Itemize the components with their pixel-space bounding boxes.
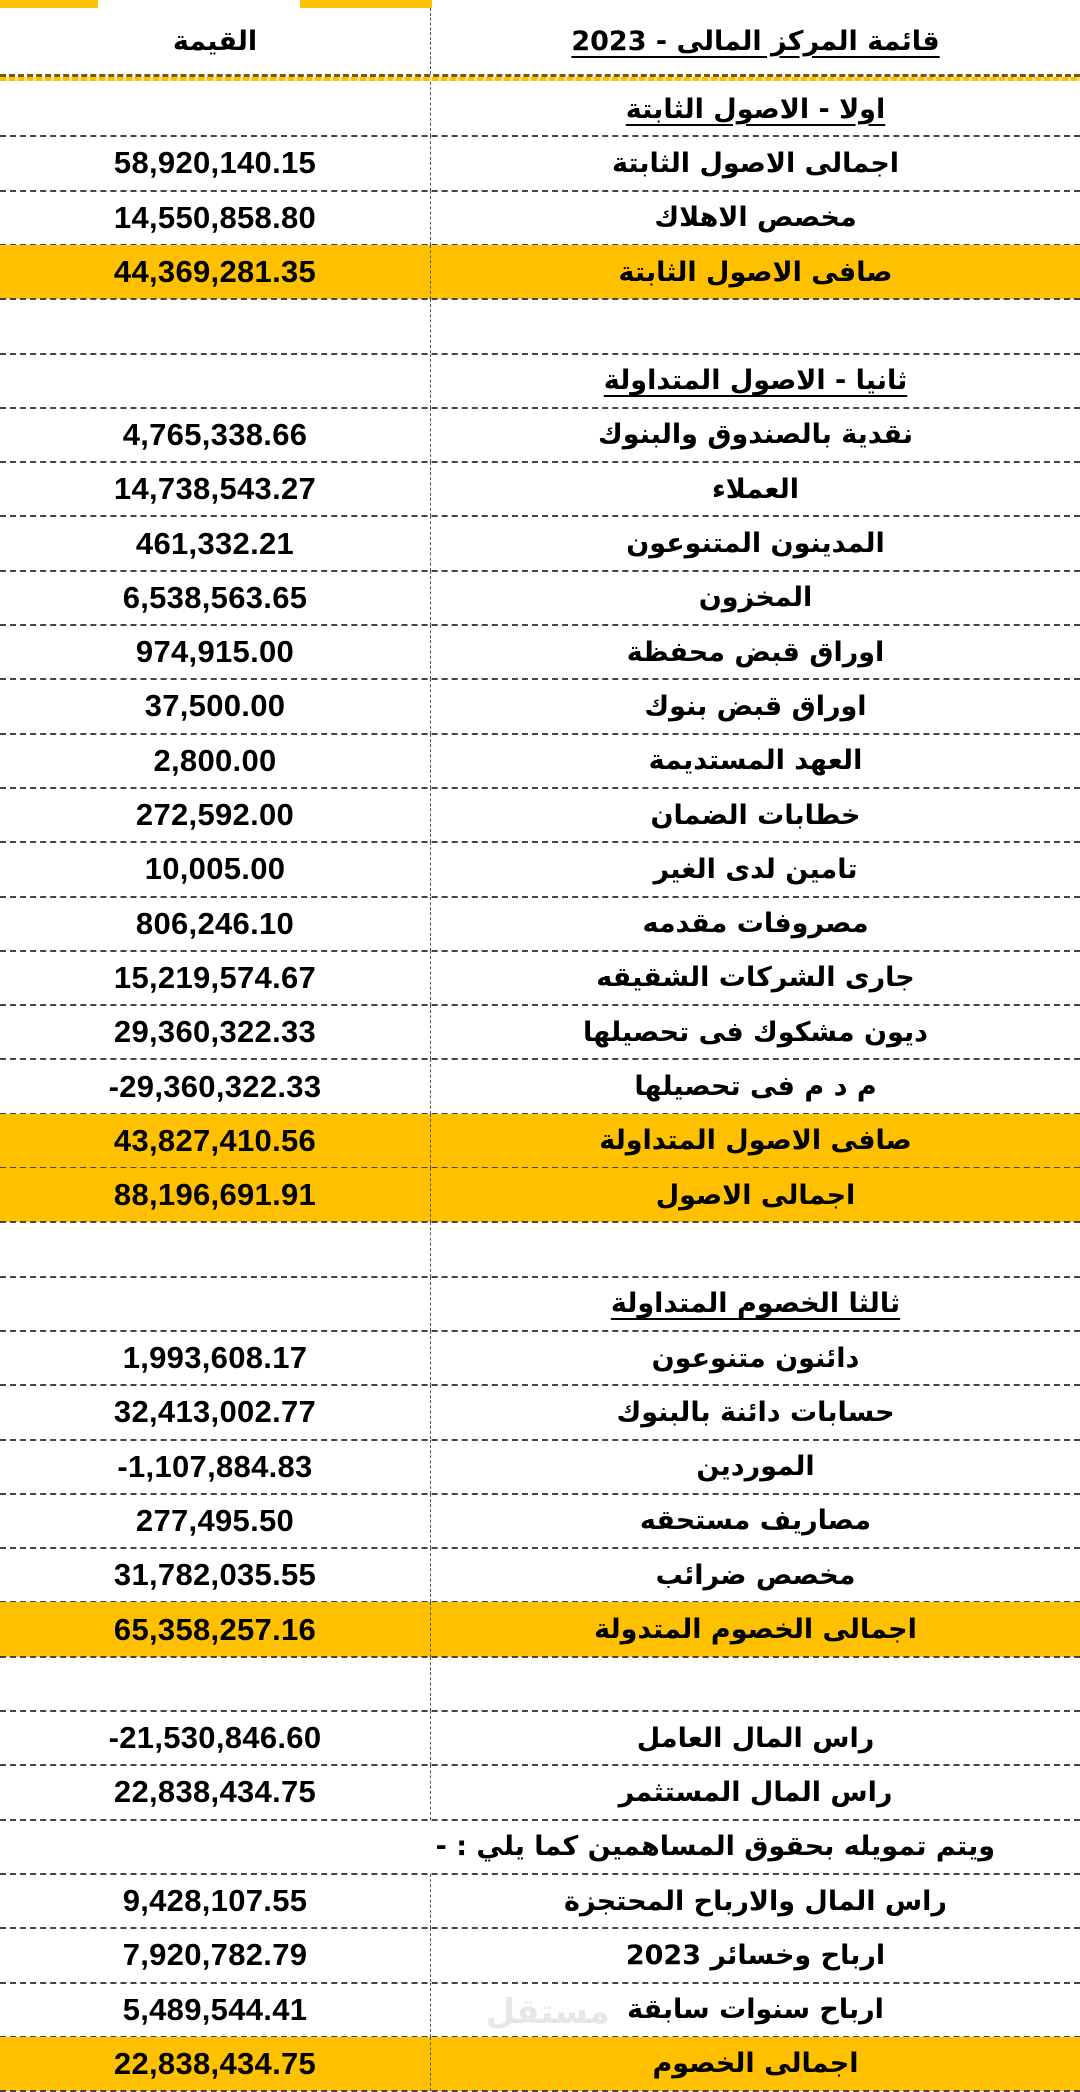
table-row	[0, 1548, 1080, 1602]
value-cell: 58,920,140.15	[113, 145, 317, 181]
table-row	[0, 408, 1080, 462]
label-cell: مصروفات مقدمه	[430, 897, 1080, 951]
table-row	[0, 571, 1080, 625]
value-cell: 88,196,691.91	[113, 1177, 317, 1213]
table-row	[0, 462, 1080, 516]
label-cell: المدينون المتنوعون	[430, 516, 1080, 570]
label-cell	[430, 1277, 1080, 1331]
value-cell: 14,550,858.80	[113, 199, 317, 235]
label-cell: اجمالى الاصول الثابتة	[430, 136, 1080, 190]
label-cell: العملاء	[430, 462, 1080, 516]
value-cell: 461,332.21	[135, 525, 295, 561]
value-cell	[0, 1222, 430, 1276]
value-cell: 32,413,002.77	[113, 1394, 317, 1430]
statement-title-text: قائمة المركز المالى - 2023	[571, 25, 940, 57]
label-cell	[430, 82, 1080, 136]
table-row	[0, 897, 1080, 951]
section-heading-row	[0, 1277, 1080, 1331]
value-column-header: القيمة	[172, 25, 258, 57]
value-cell: 15,219,574.67	[113, 959, 317, 995]
section-heading-text: ثالثا الخصوم المتداولة	[610, 1288, 901, 1320]
top-accent-mid	[300, 0, 432, 8]
label-cell	[430, 1657, 1080, 1711]
total-row	[0, 1168, 1080, 1222]
label-cell: ويتم تمويله بحقوق المساهمين كما يلي : -	[435, 1831, 995, 1863]
value-cell: 1,993,608.17	[122, 1340, 308, 1376]
label-cell: صافى الاصول المتداولة	[430, 1114, 1080, 1168]
table-row	[0, 1765, 1080, 1819]
blank-row	[0, 1222, 1080, 1276]
table-row	[0, 1711, 1080, 1765]
table-row	[0, 1494, 1080, 1548]
value-cell: -1,107,884.83	[117, 1448, 313, 1484]
value-cell: 6,538,563.65	[122, 579, 308, 615]
value-cell: 272,592.00	[135, 797, 295, 833]
table-row	[0, 1874, 1080, 1928]
label-cell	[430, 1222, 1080, 1276]
label-cell	[430, 299, 1080, 353]
value-cell: -29,360,322.33	[108, 1068, 322, 1104]
label-cell: مخصص الاهلاك	[430, 191, 1080, 245]
value-cell: 7,920,782.79	[122, 1937, 308, 1973]
label-cell: جارى الشركات الشقيقه	[430, 951, 1080, 1005]
total-row	[0, 1114, 1080, 1168]
label-cell: راس المال والارباح المحتجزة	[430, 1874, 1080, 1928]
blank-row	[0, 1657, 1080, 1711]
label-cell: نقدية بالصندوق والبنوك	[430, 408, 1080, 462]
label-cell: صافى الاصول الثابتة	[430, 245, 1080, 299]
table-row	[0, 136, 1080, 190]
value-cell: 9,428,107.55	[122, 1883, 308, 1919]
label-cell: تامين لدى الغير	[430, 842, 1080, 896]
value-cell: 806,246.10	[135, 905, 295, 941]
table-row	[0, 951, 1080, 1005]
label-cell: اجمالى الاصول	[430, 1168, 1080, 1222]
label-cell: م د م فى تحصيلها	[430, 1059, 1080, 1113]
label-cell: ديون مشكوك فى تحصيلها	[430, 1005, 1080, 1059]
value-cell	[0, 82, 430, 136]
table-row	[0, 1005, 1080, 1059]
value-cell	[0, 299, 430, 353]
value-cell: 974,915.00	[135, 634, 295, 670]
table-row	[0, 788, 1080, 842]
value-cell	[0, 1820, 430, 1874]
label-cell: حسابات دائنة بالبنوك	[430, 1385, 1080, 1439]
table-row	[0, 625, 1080, 679]
table-row	[0, 1385, 1080, 1439]
label-cell: اجمالى الخصوم	[430, 2037, 1080, 2091]
label-cell: الموردين	[430, 1440, 1080, 1494]
watermark-logo: مستقل	[485, 1992, 610, 2032]
header-accent-line	[0, 77, 1080, 81]
label-cell: مصاريف مستحقه	[430, 1494, 1080, 1548]
label-cell: راس المال العامل	[430, 1711, 1080, 1765]
value-cell: -21,530,846.60	[108, 1720, 322, 1756]
label-cell: مخصص ضرائب	[430, 1548, 1080, 1602]
table-row	[0, 1820, 1080, 1874]
total-row	[0, 245, 1080, 299]
value-cell: 22,838,434.75	[113, 1774, 317, 1810]
value-cell: 5,489,544.41	[122, 1991, 308, 2027]
label-cell: خطابات الضمان	[430, 788, 1080, 842]
value-cell: 44,369,281.35	[113, 254, 317, 290]
value-cell: 4,765,338.66	[122, 416, 308, 452]
value-cell	[0, 1277, 430, 1331]
value-cell: 29,360,322.33	[113, 1014, 317, 1050]
table-row	[0, 842, 1080, 896]
table-row	[0, 1928, 1080, 1982]
label-cell: ارباح سنوات سابقة	[430, 1983, 1080, 2037]
value-cell: 22,838,434.75	[113, 2045, 317, 2081]
label-cell: ارباح وخسائر 2023	[430, 1928, 1080, 1982]
total-row	[0, 2037, 1080, 2091]
statement-title	[430, 8, 1080, 74]
section-heading-text: ثانيا - الاصول المتداولة	[603, 365, 908, 397]
label-cell: راس المال المستثمر	[430, 1765, 1080, 1819]
label-cell: اوراق قبض بنوك	[430, 679, 1080, 733]
table-row	[0, 1059, 1080, 1113]
table-row	[0, 516, 1080, 570]
value-cell: 277,495.50	[135, 1502, 295, 1538]
table-row	[0, 1440, 1080, 1494]
value-cell: 37,500.00	[144, 688, 286, 724]
section-heading-row	[0, 354, 1080, 408]
table-row	[0, 191, 1080, 245]
value-cell: 14,738,543.27	[113, 471, 317, 507]
top-accent-left	[0, 0, 98, 8]
value-cell: 10,005.00	[144, 851, 286, 887]
value-cell: 2,800.00	[153, 742, 277, 778]
table-row	[0, 679, 1080, 733]
label-cell: اوراق قبض محفظة	[430, 625, 1080, 679]
label-cell	[430, 354, 1080, 408]
label-cell: العهد المستديمة	[430, 734, 1080, 788]
section-heading-text: اولا - الاصول الثابتة	[625, 93, 886, 125]
label-cell: اجمالى الخصوم المتدولة	[430, 1602, 1080, 1656]
value-cell	[0, 1657, 430, 1711]
table-row	[0, 734, 1080, 788]
value-cell: 43,827,410.56	[113, 1122, 317, 1158]
label-cell: المخزون	[430, 571, 1080, 625]
value-cell: 65,358,257.16	[113, 1611, 317, 1647]
blank-row	[0, 299, 1080, 353]
table-row	[0, 1331, 1080, 1385]
total-row	[0, 1602, 1080, 1656]
value-cell	[0, 354, 430, 408]
section-heading-row	[0, 82, 1080, 136]
value-cell: 31,782,035.55	[113, 1557, 317, 1593]
header-row	[0, 8, 1080, 74]
label-cell: دائنون متنوعون	[430, 1331, 1080, 1385]
